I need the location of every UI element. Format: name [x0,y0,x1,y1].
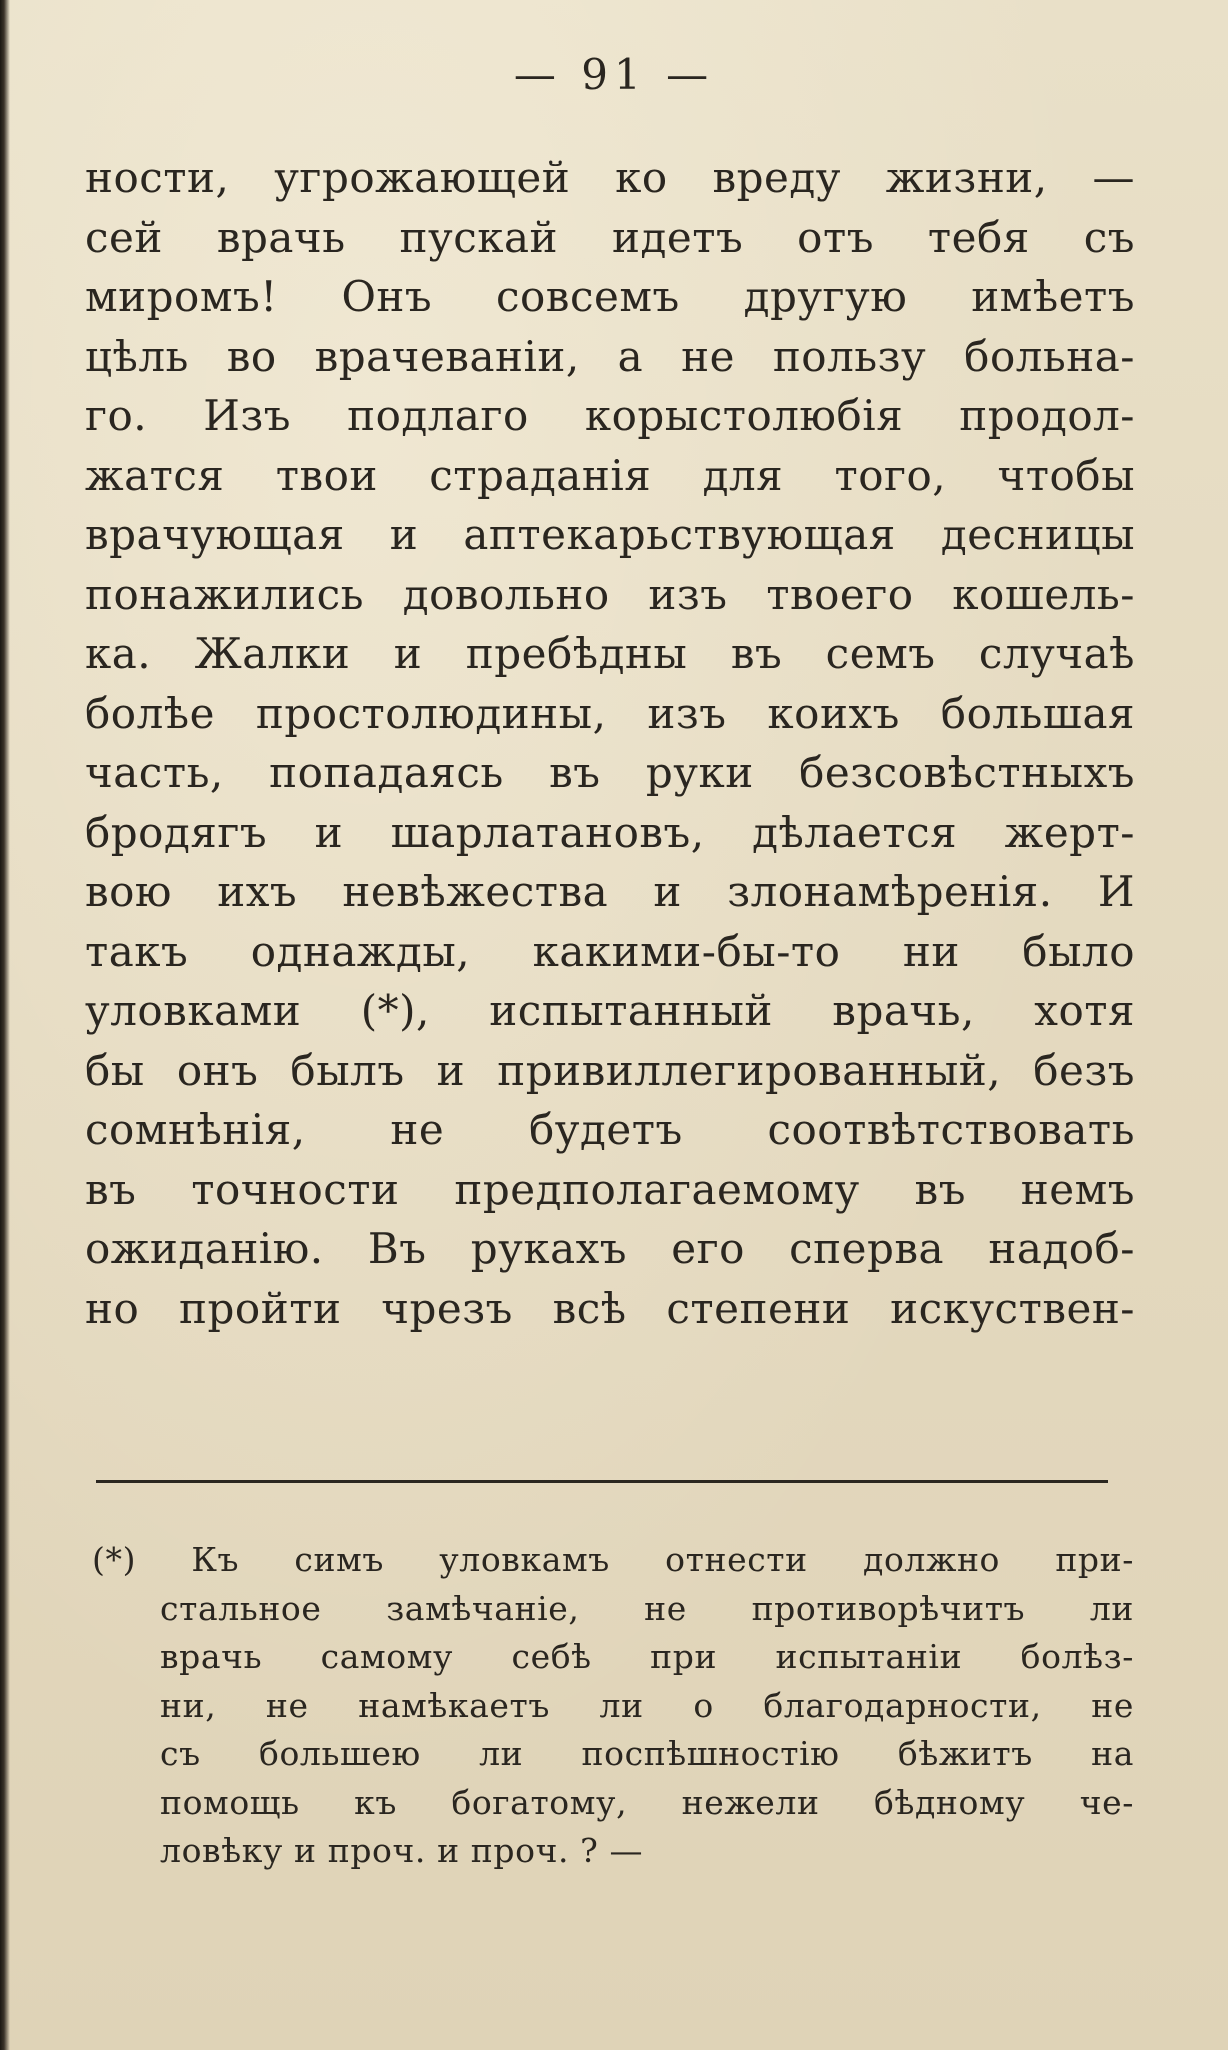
text-line: въ точности предполагаемому въ немъ [85,1164,1135,1214]
text-line: ожиданію. Въ рукахъ его сперва надоб- [85,1224,1135,1273]
text-line: сомнѣнія, не будетъ соотвѣтствовать [85,1105,1135,1154]
body-text [85,148,1135,1338]
footnote-line: съ большею ли поспѣшностію бѣжитъ на [160,1734,1134,1773]
text-line: цѣль во врачеваніи, а не пользу больна- [85,331,1135,381]
footnote [92,1536,1134,1876]
text-line: жатся твои страданія для того, чтобы [85,450,1135,500]
footnote-line: помощь къ богатому, нежели бѣдному че- [160,1782,1134,1822]
footnote-line: ни, не намѣкаетъ ли о благодарности, не [160,1685,1134,1725]
text-line: бы онъ былъ и привиллегированный, безъ [85,1045,1135,1095]
text-line: болѣе простолюдины, изъ коихъ большая [85,688,1135,738]
text-line: но пройти чрезъ всѣ степени искуствен- [85,1283,1135,1333]
text-line: вою ихъ невѣжества и злонамѣренія. И [85,867,1135,916]
footnote-line: ловѣку и проч. и проч. ? — [160,1831,644,1870]
text-line: сей врачь пускай идетъ отъ тебя съ [85,212,1135,262]
text-line: миромъ! Онъ совсемъ другую имѣетъ [85,272,1135,321]
footnote-line: стальное замѣчаніе, не противорѣчитъ ли [160,1588,1134,1628]
page-number: — 91 — [513,50,715,99]
text-line: такъ однажды, какими-бы-то ни было [85,926,1135,976]
text-line: уловками (*), испытанный врачь, хотя [85,986,1135,1035]
text-line: ности, угрожающей ко вреду жизни, — [85,153,1135,202]
text-line: го. Изъ подлаго корыстолюбія продол- [85,391,1135,440]
text-line: бродягъ и шарлатановъ, дѣлается жерт- [85,807,1135,857]
footnote-divider [96,1480,1108,1483]
footnote-line: (*) Къ симъ уловкамъ отнести должно при- [92,1540,1134,1579]
text-line: ка. Жалки и пребѣдны въ семъ случаѣ [85,629,1135,678]
text-line: понажились довольно изъ твоего кошель- [85,569,1135,619]
text-line: врачующая и аптекарьствующая десницы [85,510,1135,559]
footnote-line: врачь самому себѣ при испытаніи болѣз- [160,1637,1134,1676]
text-line: часть, попадаясь въ руки безсовѣстныхъ [85,748,1135,797]
